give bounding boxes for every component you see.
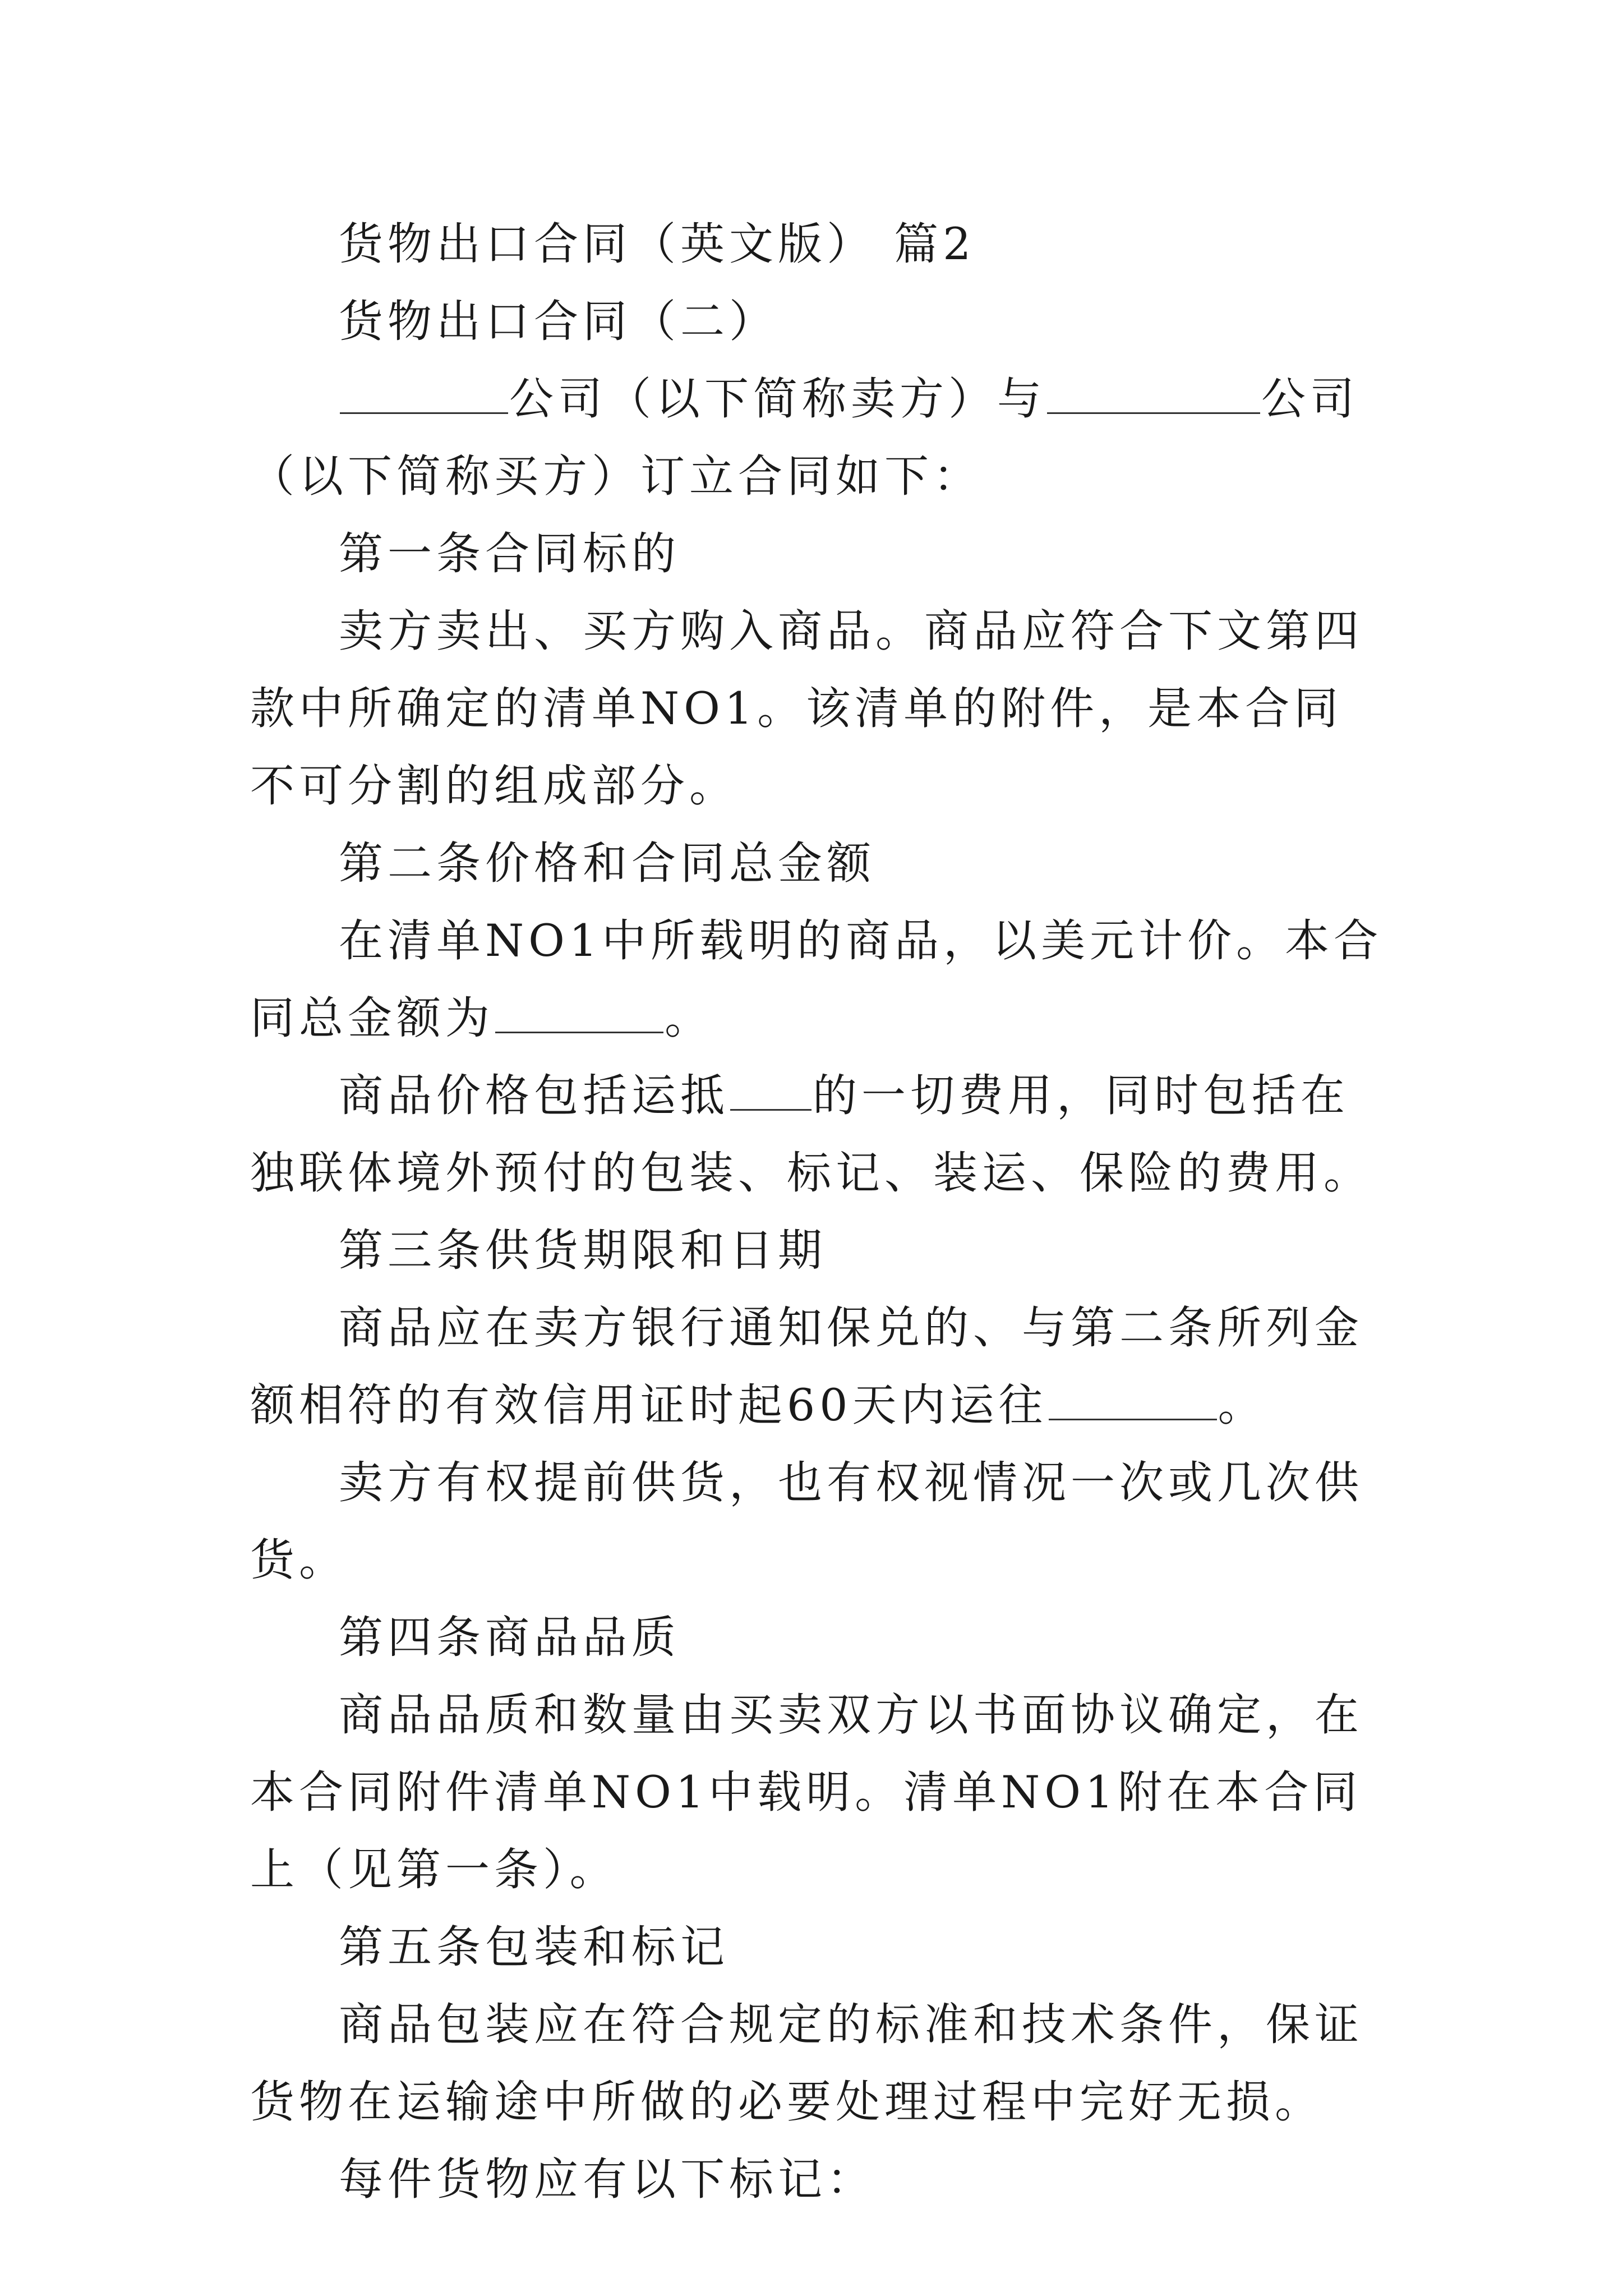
- article-1-heading: 第一条合同标的: [339, 528, 680, 579]
- article-2-heading: 第二条价格和合同总金额: [339, 838, 875, 889]
- article-5-body-2: 每件货物应有以下标记：: [339, 2154, 875, 2205]
- article-2-body-2-text-a: 商品价格包括运抵: [339, 1070, 729, 1121]
- buyer-name-blank: [1047, 373, 1260, 414]
- article-5-body-1: 商品包装应在符合规定的标准和技术条件，保证货物在运输途中所做的必要处理过程中完好无损。: [250, 1999, 1363, 2128]
- article-3-body-2: 卖方有权提前供货，也有权视情况一次或几次供货。: [250, 1457, 1363, 1586]
- document-title-line: 货物出口合同（英文版） 篇2: [339, 218, 976, 270]
- article-2-body-1: [250, 902, 1389, 1057]
- document-body: [250, 205, 1389, 2218]
- article-2-body-1-text-a: 在清单NO1中所载明的商品，以美元计价。本合同总金额为: [250, 915, 1383, 1044]
- article-2-body-2: [250, 1057, 1389, 1212]
- parties-text-2: 公司（以下简称买方）订立合同如下：: [250, 373, 1359, 502]
- article-5-heading: 第五条包装和标记: [339, 1921, 729, 1973]
- article-1-body: 卖方卖出、买方购入商品。商品应符合下文第四款中所确定的清单NO1。该清单的附件，是本合同不可分割的组成部分。: [250, 605, 1363, 812]
- article-4-body: 商品品质和数量由买卖双方以书面协议确定，在本合同附件清单NO1中载明。清单NO1附在本合同上（见第一条）。: [250, 1689, 1363, 1895]
- article-3-heading: 第三条供货期限和日期: [339, 1225, 827, 1276]
- article-3-body-1: [250, 1289, 1389, 1444]
- article-2-body-2-text-b: 的一切费用，同时包括在独联体境外预付的包装、标记、装运、保险的费用。: [250, 1070, 1372, 1199]
- article-3-body-1-text-b: 。: [1218, 1379, 1267, 1431]
- total-amount-blank: [495, 992, 663, 1033]
- destination-blank: [730, 1070, 811, 1111]
- article-4-heading: 第四条商品品质: [339, 1612, 680, 1663]
- parties-paragraph: [250, 360, 1389, 515]
- seller-name-blank: [340, 373, 508, 414]
- document-subtitle: 货物出口合同（二）: [339, 296, 778, 347]
- article-2-body-1-text-b: 。: [665, 992, 713, 1044]
- shipping-destination-blank: [1049, 1379, 1217, 1420]
- article-3-body-1-text-a: 商品应在卖方银行通知保兑的、与第二条所列金额相符的有效信用证时起60天内运往: [250, 1302, 1363, 1431]
- parties-text-1: 公司（以下简称卖方）与: [509, 373, 1046, 425]
